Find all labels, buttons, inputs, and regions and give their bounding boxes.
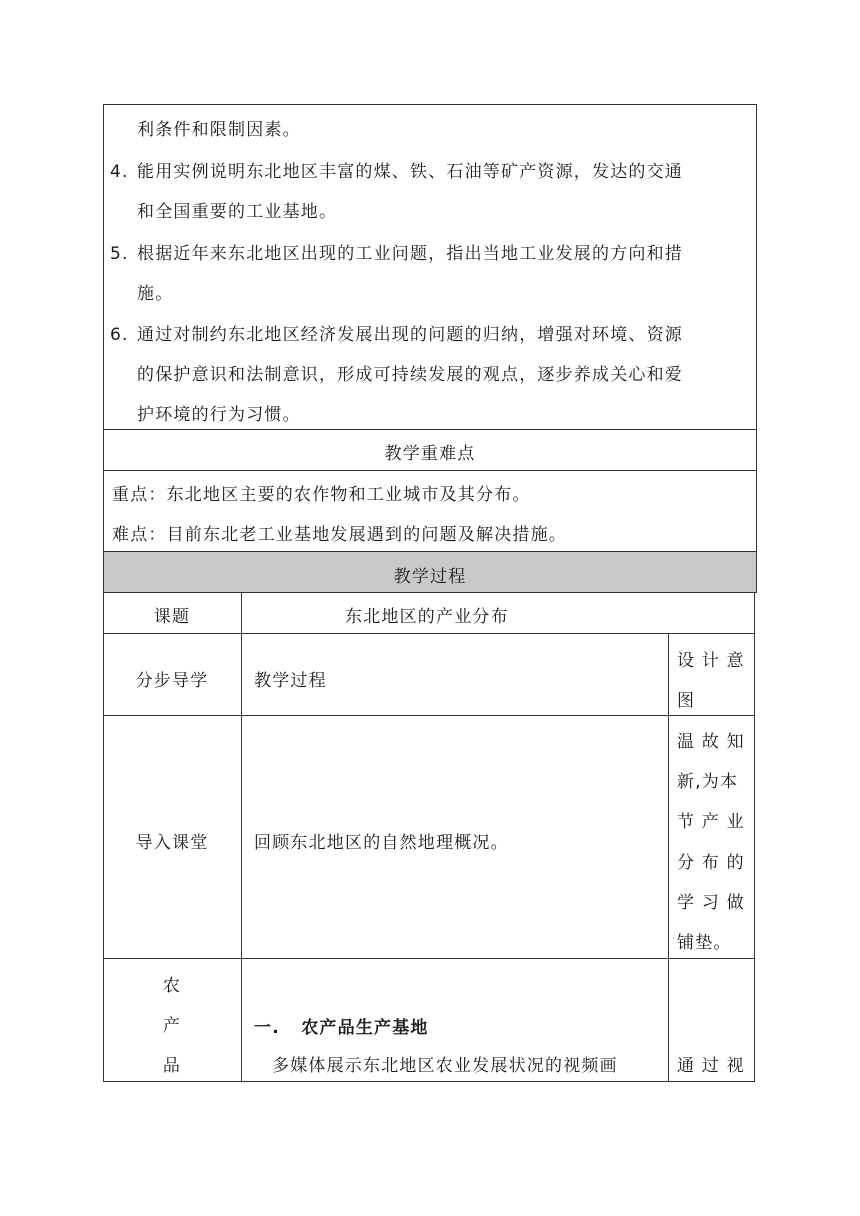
objective-4-line2: 和全国重要的工业基地。 bbox=[137, 202, 338, 222]
objective-6-num: 6. bbox=[110, 325, 129, 345]
objective-5-num: 5. bbox=[110, 244, 129, 264]
intro-intent-1: 温 故 知 bbox=[677, 732, 745, 752]
intro-process: 回顾东北地区的自然地理概况。 bbox=[254, 833, 509, 853]
col-process-header: 教学过程 bbox=[254, 671, 327, 691]
topic-label: 课题 bbox=[153, 607, 191, 627]
objective-5-line2: 施。 bbox=[137, 284, 174, 304]
intro-step: 导入课堂 bbox=[135, 833, 209, 853]
objective-6-line1: 通过对制约东北地区经济发展出现的问题的归纳，增强对环境、资源 bbox=[137, 325, 683, 345]
intro-intent-5: 学 习 做 bbox=[677, 893, 745, 913]
agri-step-1: 农 bbox=[162, 976, 182, 996]
agri-step-3: 品 bbox=[162, 1056, 182, 1076]
objective-4-line1: 能用实例说明东北地区丰富的煤、铁、石油等矿产资源，发达的交通 bbox=[137, 162, 683, 182]
row-divider-1 bbox=[103, 633, 755, 634]
agri-intent: 通 过 视 bbox=[677, 1056, 745, 1076]
process-header: 教学过程 bbox=[393, 567, 467, 587]
objective-6-line2: 的保护意识和法制意识，形成可持续发展的观点，逐步养成关心和爱 bbox=[137, 365, 683, 385]
intro-intent-3: 节 产 业 bbox=[677, 812, 745, 832]
intro-intent-6: 铺垫。 bbox=[677, 933, 732, 953]
topic-value: 东北地区的产业分布 bbox=[345, 607, 509, 627]
agri-step-2: 产 bbox=[162, 1016, 182, 1036]
col-divider-2 bbox=[668, 633, 669, 1082]
key-points-header: 教学重难点 bbox=[384, 444, 476, 464]
col-intent-header-2: 图 bbox=[677, 691, 696, 711]
col-intent-header-1: 设 计 意 bbox=[677, 651, 745, 671]
agri-text: 多媒体展示东北地区农业发展状况的视频画 bbox=[272, 1056, 618, 1076]
objective-6-line3: 护环境的行为习惯。 bbox=[137, 405, 301, 425]
row-divider-3 bbox=[103, 958, 755, 959]
row-divider-2 bbox=[103, 715, 755, 716]
objective-line-cont: 利条件和限制因素。 bbox=[137, 120, 301, 140]
col-divider-1 bbox=[241, 592, 242, 1082]
agri-heading: 一. 农产品生产基地 bbox=[254, 1018, 429, 1038]
col-step-header: 分步导学 bbox=[135, 671, 209, 691]
intro-intent-4: 分 布 的 bbox=[677, 853, 745, 873]
intro-intent-2: 新,为本 bbox=[677, 772, 739, 792]
difficult-point-text: 难点：目前东北老工业基地发展遇到的问题及解决措施。 bbox=[112, 525, 567, 545]
key-point-text: 重点：东北地区主要的农作物和工业城市及其分布。 bbox=[112, 485, 531, 505]
objective-5-line1: 根据近年来东北地区出现的工业问题，指出当地工业发展的方向和措 bbox=[137, 244, 683, 264]
objective-4-num: 4. bbox=[110, 162, 129, 182]
